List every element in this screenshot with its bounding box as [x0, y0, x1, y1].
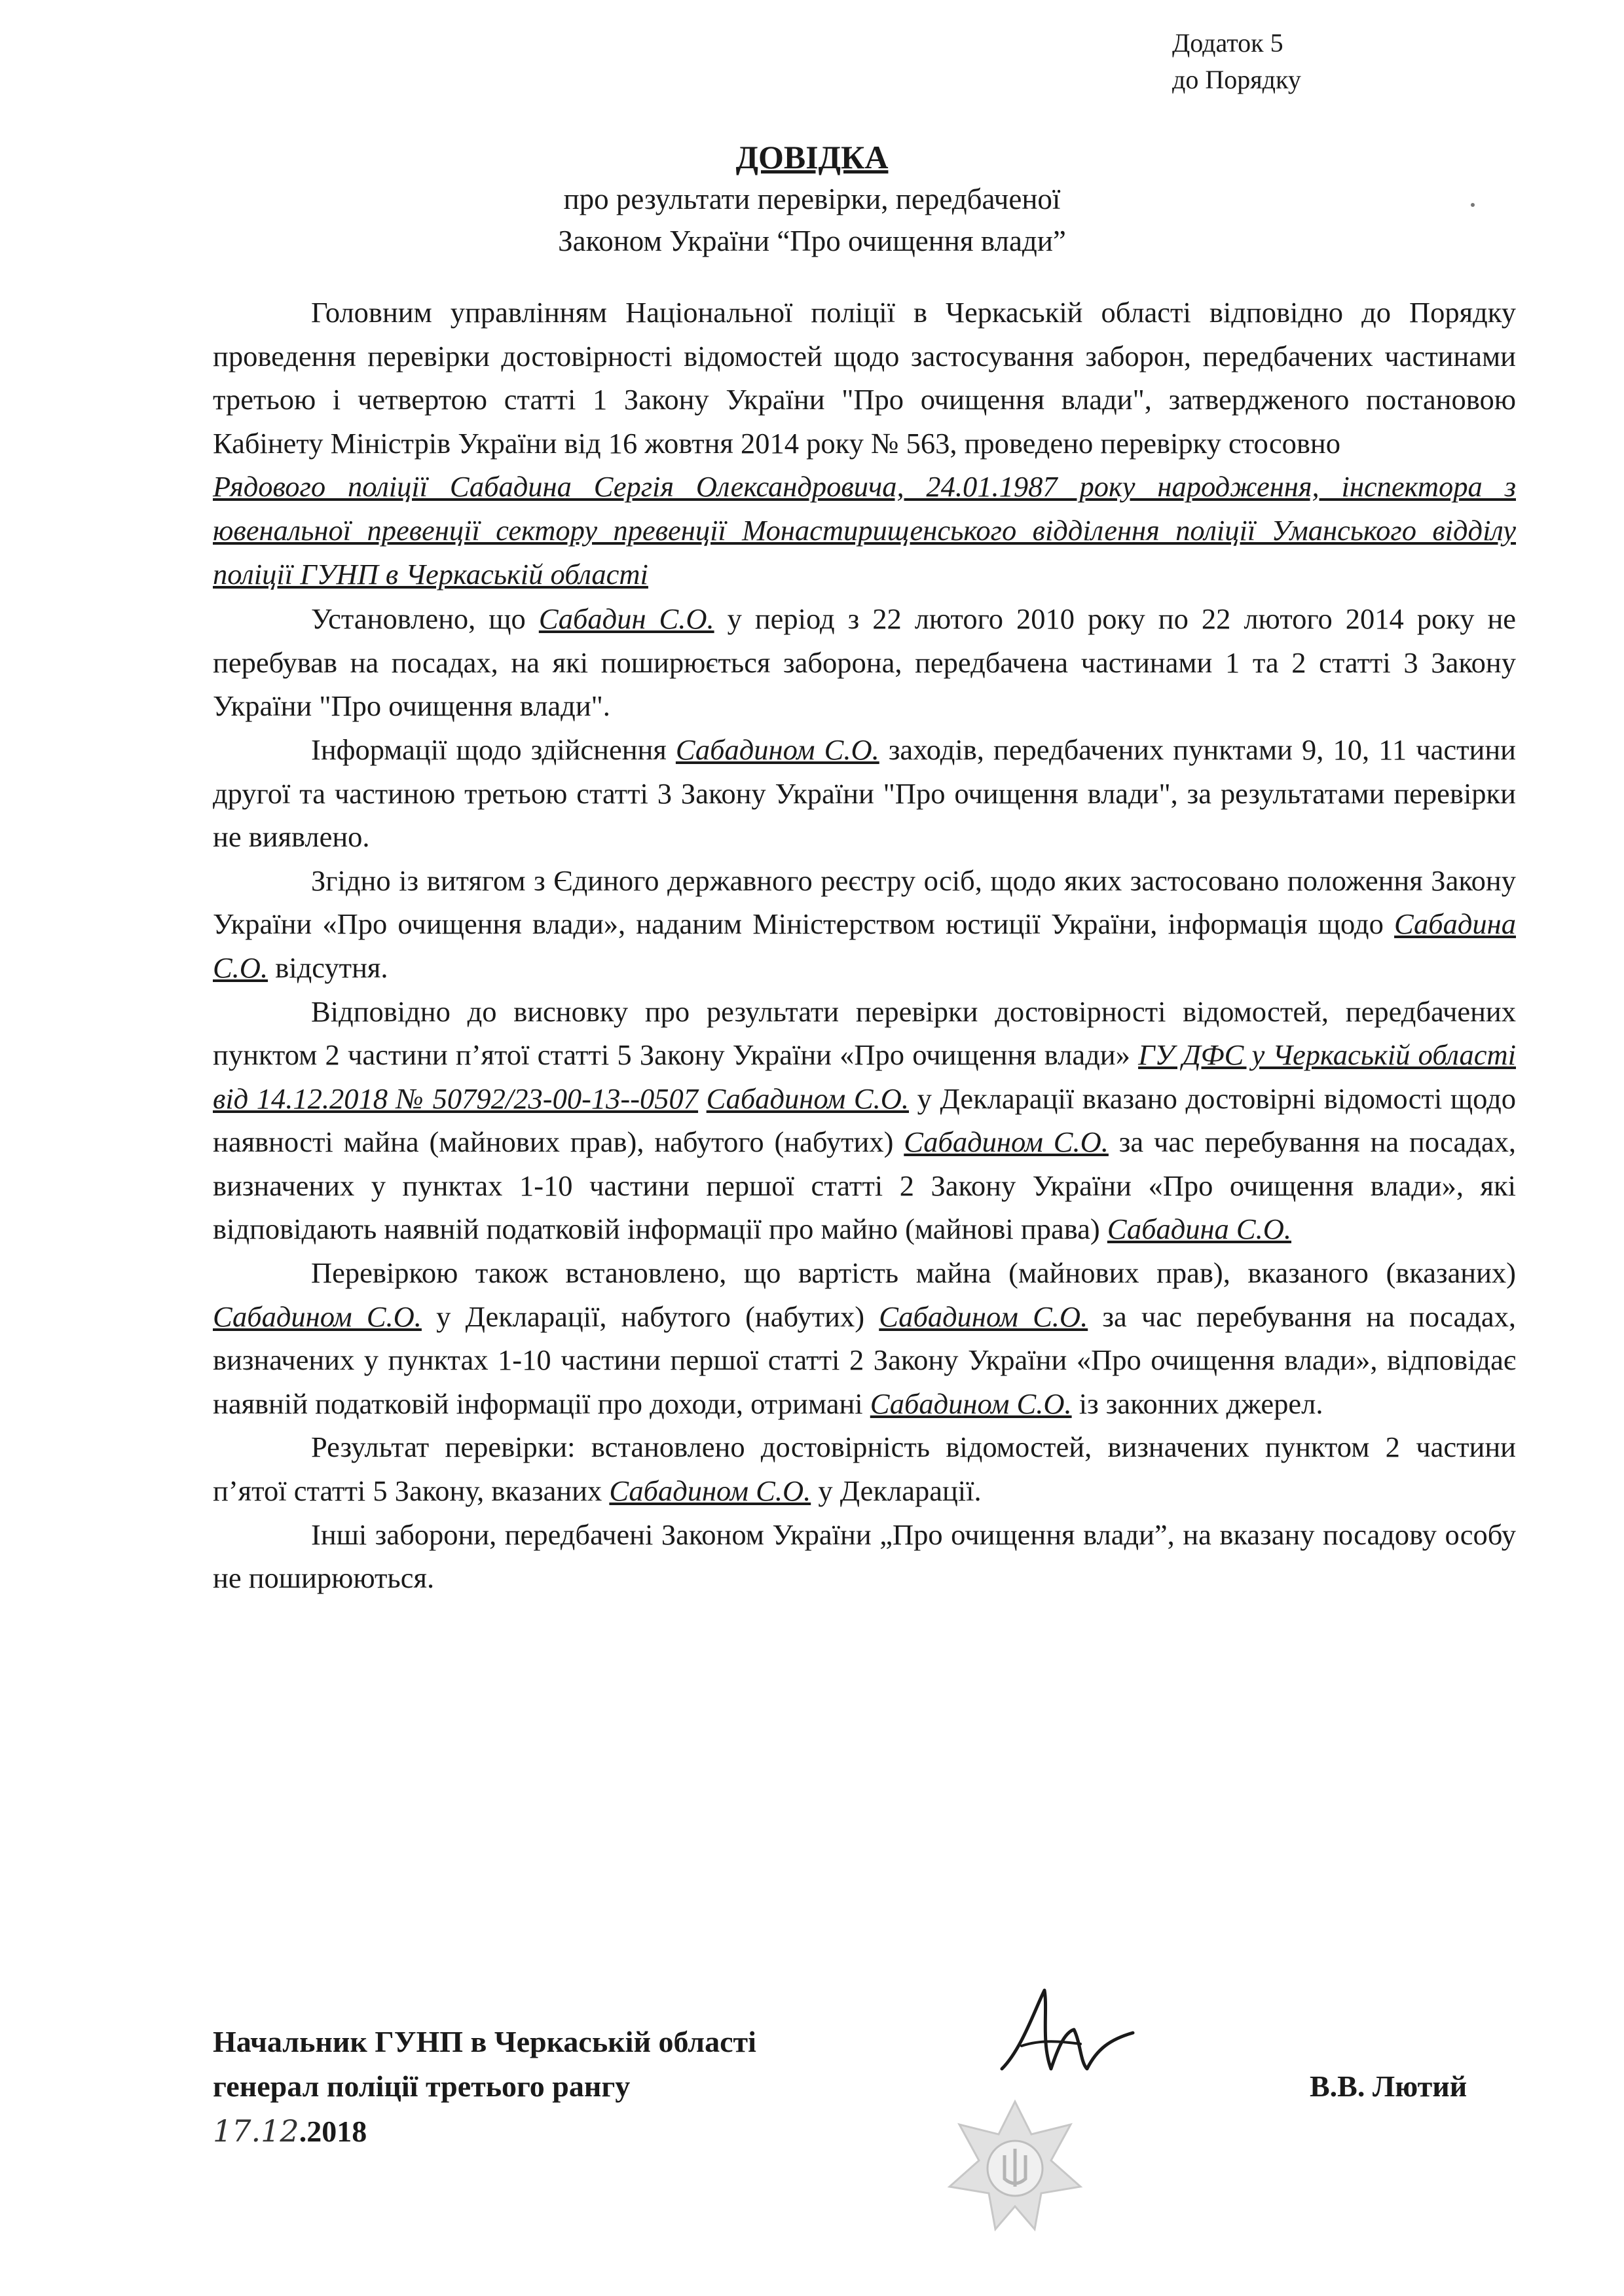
person-name: Сабадином С.О.: [609, 1474, 811, 1508]
person-name: Сабадин С.О.: [538, 602, 714, 636]
text-span: Перевіркою також встановлено, що вартість майна (майнових прав), вказаного (вказаних): [311, 1256, 1516, 1290]
text-span: Згідно із витягом з Єдиного державного реєстру осіб, щодо яких застосовано положення Закону України «Про очищення влади», наданим Міністерством юстиції України, інформація щодо: [213, 864, 1516, 941]
document-subtitle-line-2: Законом України “Про очищення влади”: [558, 225, 1066, 257]
text-span: за час перебування на посадах, визначених у пунктах 1-10 частини першої статті 2 Закону України «Про очищення влади», відповідає наявній податковій інформації про доходи, отримані: [213, 1300, 1516, 1420]
paragraph-period: [213, 597, 1516, 728]
paragraph-conclusion: [213, 990, 1516, 1252]
paragraph-result: [213, 1425, 1516, 1512]
document-date: [213, 2109, 367, 2154]
intro-paragraph: Головним управлінням Національної поліції в Черкаській області відповідно до Порядку проведення перевірки достовірності відомостей щодо застосування заборон, передбачених частинами третьою і четвертою статті 1 Закону України "Про очищення влади", затвердженого постановою Кабінету Міністрів України від 16 жовтня 2014 року № 563, проведено перевірку стосовно: [213, 296, 1516, 460]
signer-position-line-2: генерал поліції третього рангу: [213, 2069, 631, 2103]
person-name: Сабадином С.О.: [213, 1300, 422, 1333]
paragraph-property-value: [213, 1251, 1516, 1425]
document-heading: [0, 136, 1624, 262]
subject-person: Рядового поліції Сабадина Сергія Олександровича, 24.01.1987 року народження, інспектора з ювенальної превенції сектору превенції Монастирищенського відділення поліції Уманського відділу поліції ГУНП в Черкаській області: [213, 470, 1516, 591]
tax-office-reference: ГУ ДФС у Черкаській області від 14.12.2018 № 50792/23-00-13--0507: [213, 1038, 1516, 1115]
text-span: у період з 22 лютого 2010 року по 22 лютого 2014 року не перебував на посадах, на які поширюється заборона, передбачена частинами 1 та 2 статті 3 Закону України "Про очищення влади".: [213, 602, 1517, 723]
person-name: Сабадина С.О.: [1107, 1212, 1291, 1246]
annex-reference: [1172, 25, 1301, 98]
document-body: [213, 291, 1516, 1600]
person-name: Сабадином С.О.: [706, 1082, 909, 1115]
text-span: за час перебування на посадах, визначених у пунктах 1-10 частини першої статті 2 Закону України «Про очищення влади», які відповідають наявній податковій інформації про майно (майнові права): [213, 1125, 1516, 1246]
annex-line-2: до Порядку: [1172, 65, 1301, 94]
person-name: Сабадина С.О.: [213, 907, 1516, 984]
paragraph-measures: [213, 728, 1516, 859]
person-name: Сабадином С.О.: [675, 733, 879, 766]
paragraph-other-bans: Інші заборони, передбачені Законом України „Про очищення влади”, на вказану посадову особу не поширюються.: [213, 1518, 1516, 1595]
text-span: у Декларації.: [811, 1474, 982, 1508]
text-span: відсутня.: [268, 951, 388, 984]
signer-position: [213, 2020, 756, 2109]
text-span: у Декларації вказано достовірні відомості щодо наявності майна (майнових прав), набутого (набутих): [213, 1082, 1516, 1159]
person-name: Сабадином С.О.: [879, 1300, 1088, 1333]
text-span: заходів, передбачених пунктами 9, 10, 11 частини другої та частиною третьою статті 3 Закону України "Про очищення влади", за результатами перевірки не виявлено.: [213, 733, 1516, 854]
person-name: Сабадином С.О.: [870, 1387, 1072, 1420]
text-span: [698, 1082, 707, 1115]
police-emblem-icon: [943, 2095, 1087, 2239]
signer-name: В.В. Лютий: [1310, 2069, 1467, 2103]
date-year: .2018: [299, 2115, 367, 2148]
paragraph-registry: [213, 859, 1516, 990]
document-subtitle-line-1: про результати перевірки, передбаченої: [563, 183, 1061, 215]
text-span: Відповідно до висновку про результати перевірки достовірності відомостей, передбачених пунктом 2 частини п’ятої статті 5 Закону України «Про очищення влади»: [213, 994, 1516, 1072]
handwritten-signature: [982, 1971, 1153, 2102]
document-title: ДОВІДКА: [735, 139, 889, 175]
signer-position-line-1: Начальник ГУНП в Черкаській області: [213, 2025, 756, 2058]
annex-line-1: Додаток 5: [1172, 28, 1283, 58]
text-span: у Декларації, набутого (набутих): [421, 1300, 879, 1333]
text-span: Інформації щодо здійснення: [311, 733, 676, 766]
text-span: Установлено, що: [311, 602, 539, 636]
person-name: Сабадином С.О.: [904, 1125, 1109, 1159]
handwritten-date: 17.12: [213, 2113, 299, 2149]
text-span: із законних джерел.: [1071, 1387, 1323, 1420]
text-span: Результат перевірки: встановлено достовірність відомостей, визначених пунктом 2 частини п’ятої статті 5 Закону, вказаних: [213, 1430, 1516, 1508]
